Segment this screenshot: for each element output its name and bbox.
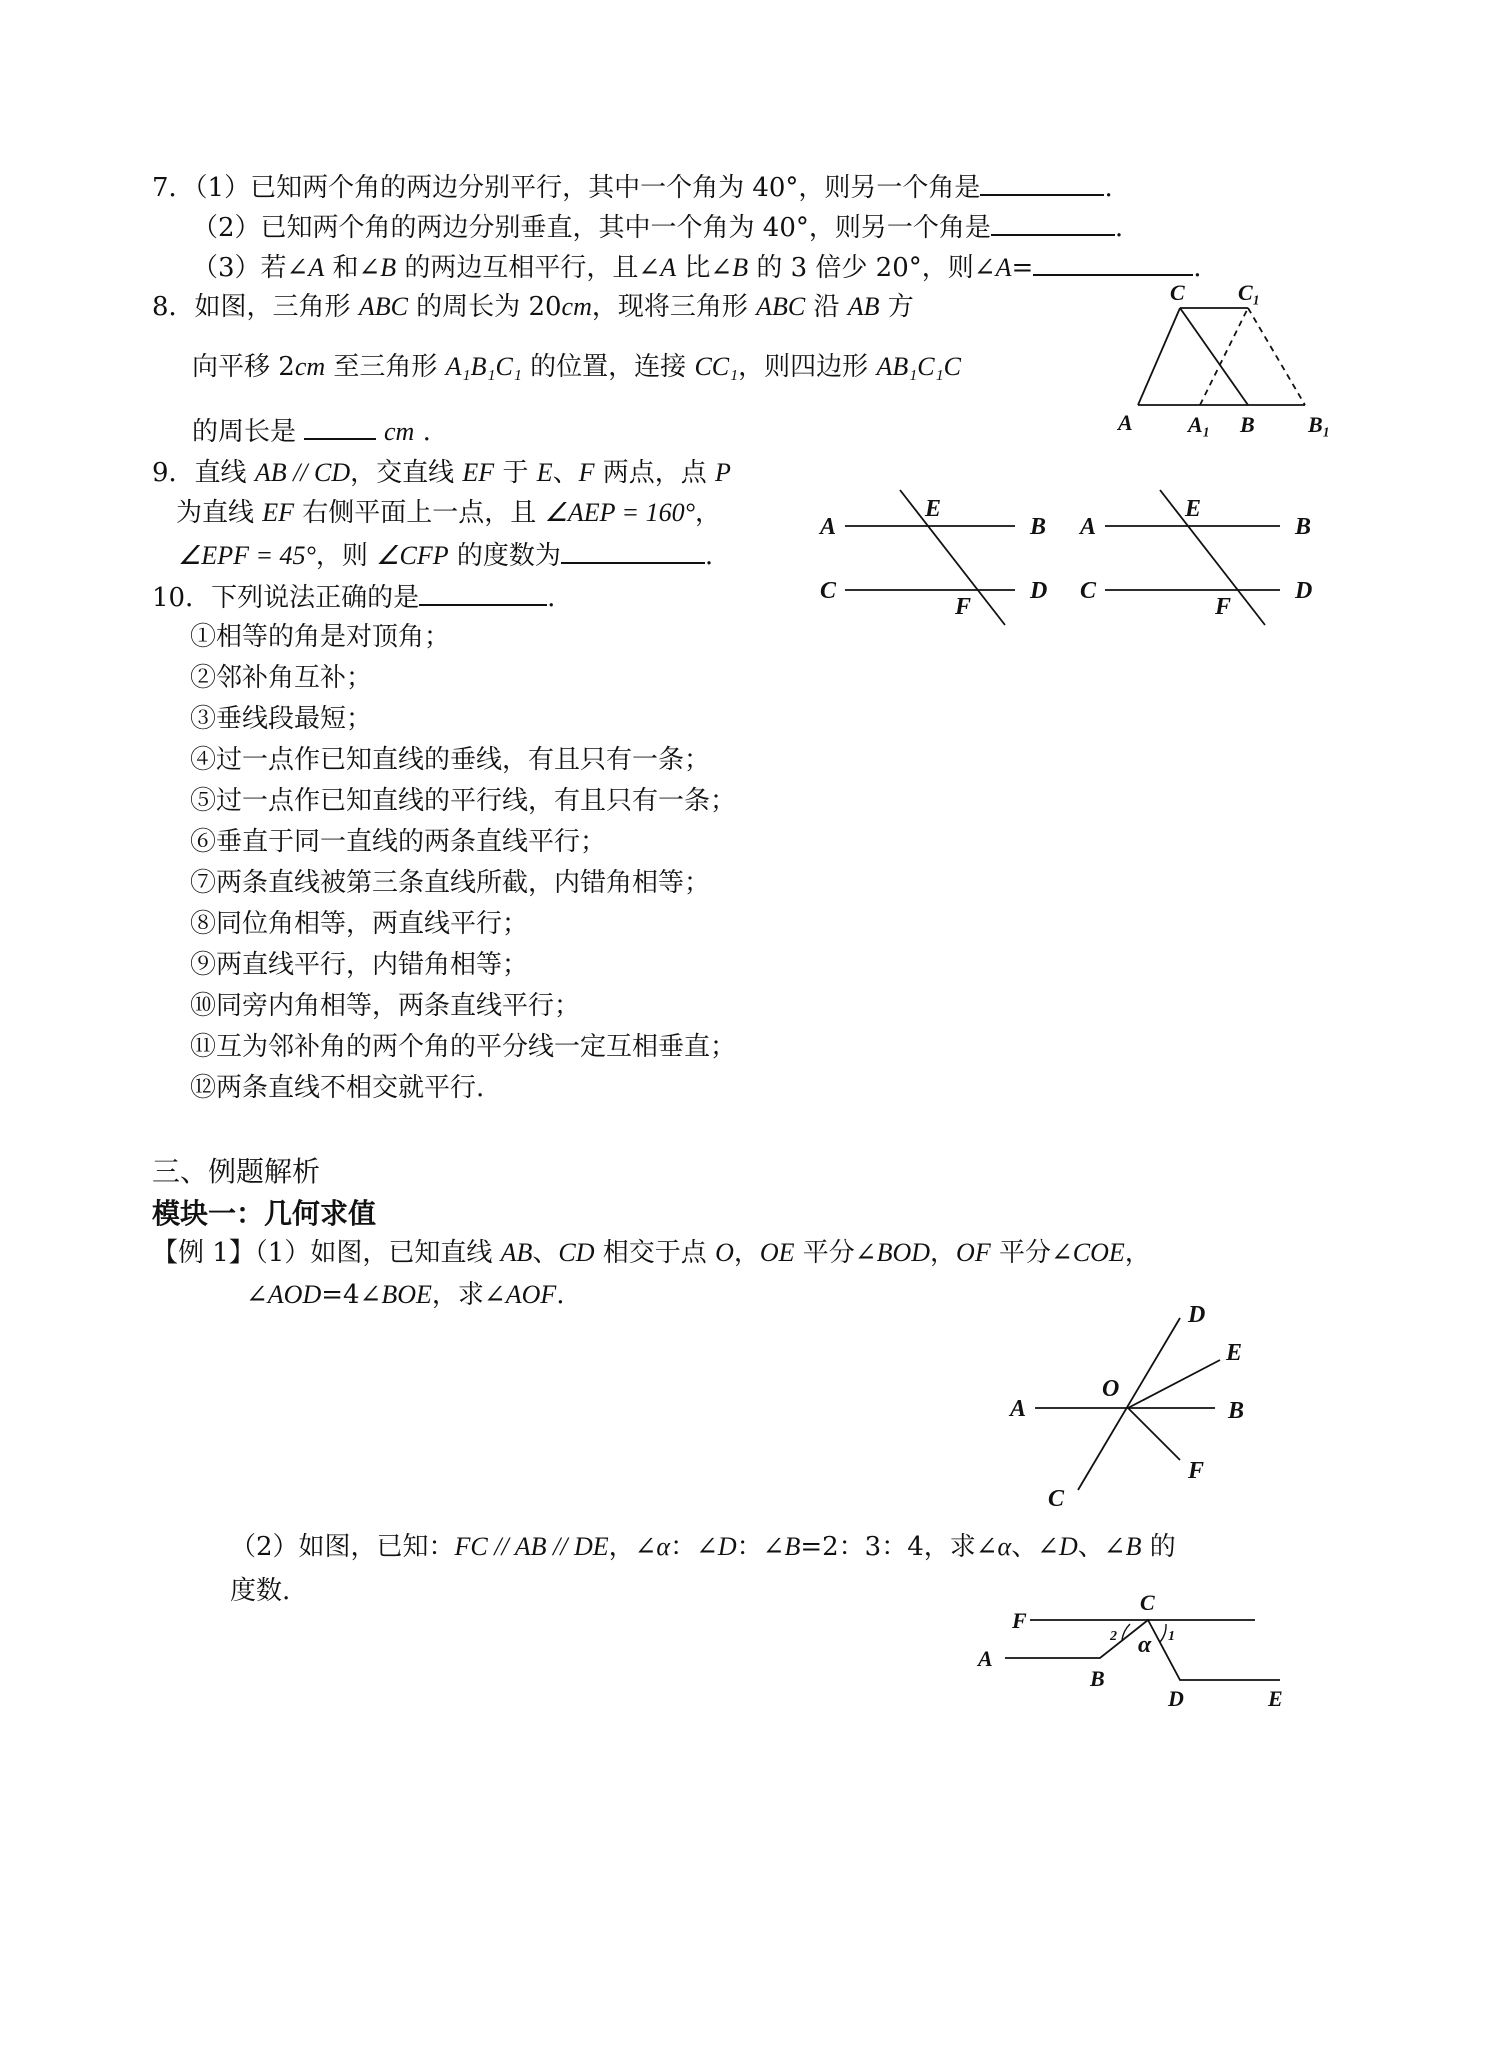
fig2-label-F: F (1012, 1608, 1027, 1633)
q9-line3: ∠EPF = 45°，则 ∠CFP 的度数为 . (178, 536, 713, 573)
example1-part2: （2）如图，已知：FC // AB // DE，∠α：∠D：∠B=2：3：4，求∠α、∠D、∠B 的 (230, 1532, 1176, 1562)
q10-item: ②邻补角互补； (190, 663, 373, 693)
section-title: 三、例题解析 (152, 1155, 321, 1188)
fig1-label-O: O (1102, 1376, 1120, 1402)
q7-part1: 7．（1）已知两个角的两边分别平行，其中一个角为 40°，则另一个角是 . (152, 168, 1113, 205)
q8-label-C1: C₁ (1238, 280, 1261, 305)
example1-part2-cont: 度数. (230, 1576, 291, 1606)
q10-item: ①相等的角是对顶角； (190, 622, 451, 652)
q9-fig1-label-E: E (925, 496, 942, 522)
q10-item: ⑥垂直于同一直线的两条直线平行； (190, 827, 607, 857)
q9-fig2-label-E: E (1185, 496, 1202, 522)
q9-line2: 为直线 EF 右侧平面上一点，且 ∠AEP = 160°， (176, 498, 722, 528)
module-title: 模块一：几何求值 (152, 1197, 377, 1230)
q8-line2: 向平移 2cm 至三角形 A₁B₁C₁ 的位置，连接 CC₁，则四边形 AB₁C₁C (192, 352, 961, 382)
q9-fig1-label-B: B (1030, 514, 1047, 540)
q9-fig1-label-F: F (955, 594, 972, 620)
fig1-label-B: B (1228, 1398, 1245, 1424)
fig1-label-E: E (1226, 1340, 1243, 1366)
q9-fig2-label-B: B (1295, 514, 1312, 540)
q10-item: ⑤过一点作已知直线的平行线，有且只有一条； (190, 786, 737, 816)
fig2-label-A: A (978, 1646, 993, 1671)
fig2-label-B: B (1090, 1666, 1105, 1691)
q9-fig2-label-D: D (1295, 578, 1313, 604)
example1-part1: 【例 1】（1）如图，已知直线 AB、CD 相交于点 O，OE 平分∠BOD，OF 平分∠COE， (152, 1238, 1151, 1268)
fig2-label-alpha: α (1138, 1632, 1152, 1658)
q10-item: ⑦两条直线被第三条直线所截，内错角相等； (190, 868, 711, 898)
q8-line3: 的周长是 cm . (192, 412, 431, 449)
example1-part1-cont: ∠AOD=4∠BOE，求∠AOF. (246, 1280, 565, 1310)
fig1-label-C: C (1048, 1486, 1065, 1512)
q7-part3: （3）若∠A 和∠B 的两边互相平行，且∠A 比∠B 的 3 倍少 20°，则∠A= . (192, 248, 1202, 285)
fig1-label-D: D (1188, 1302, 1206, 1328)
fig1-label-F: F (1188, 1458, 1205, 1484)
q10-item: ⑫两条直线不相交就平行. (190, 1073, 485, 1103)
q9-fig1-label-C: C (820, 578, 837, 604)
q10-item: ④过一点作已知直线的垂线，有且只有一条； (190, 745, 711, 775)
fig2-label-1: 1 (1168, 1629, 1175, 1644)
q9-fig1-label-A: A (820, 514, 837, 540)
fig2-label-2: 2 (1110, 1629, 1117, 1644)
q10-item: ⑨两直线平行，内错角相等； (190, 950, 529, 980)
q7-part2-text: （2）已知两个角的两边分别垂直，其中一个角为 40°，则另一个角是 (192, 213, 991, 243)
q10-item: ⑩同旁内角相等，两条直线平行； (190, 991, 581, 1021)
q9-fig2-label-F: F (1215, 594, 1232, 620)
q8-line1: 8．如图，三角形 ABC 的周长为 20cm，现将三角形 ABC 沿 AB 方 (152, 292, 914, 322)
q8-label-B1: B₁ (1308, 412, 1331, 437)
q9-fig2-label-A: A (1080, 514, 1097, 540)
q10-item: ③垂线段最短； (190, 704, 373, 734)
fig2-label-C: C (1140, 1590, 1155, 1615)
q8-label-B: B (1240, 412, 1255, 437)
q10-title: 10．下列说法正确的是 . (152, 578, 555, 615)
q9-line1: 9．直线 AB // CD，交直线 EF 于 E、F 两点，点 P (152, 458, 731, 488)
fig2-label-E: E (1268, 1686, 1283, 1711)
q9-fig1-label-D: D (1030, 578, 1048, 604)
fig1-label-A: A (1010, 1396, 1027, 1422)
q7-part2: （2）已知两个角的两边分别垂直，其中一个角为 40°，则另一个角是 . (192, 208, 1123, 245)
q8-label-A: A (1118, 410, 1133, 435)
q7-part1-text: 7．（1）已知两个角的两边分别平行，其中一个角为 40°，则另一个角是 (152, 173, 981, 203)
fig2-label-D: D (1168, 1686, 1184, 1711)
q8-label-A1: A₁ (1188, 412, 1211, 437)
q10-item: ⑪互为邻补角的两个角的平分线一定互相垂直； (190, 1032, 737, 1062)
q8-label-C: C (1170, 280, 1185, 305)
q9-fig2-label-C: C (1080, 578, 1097, 604)
q10-item: ⑧同位角相等，两直线平行； (190, 909, 529, 939)
